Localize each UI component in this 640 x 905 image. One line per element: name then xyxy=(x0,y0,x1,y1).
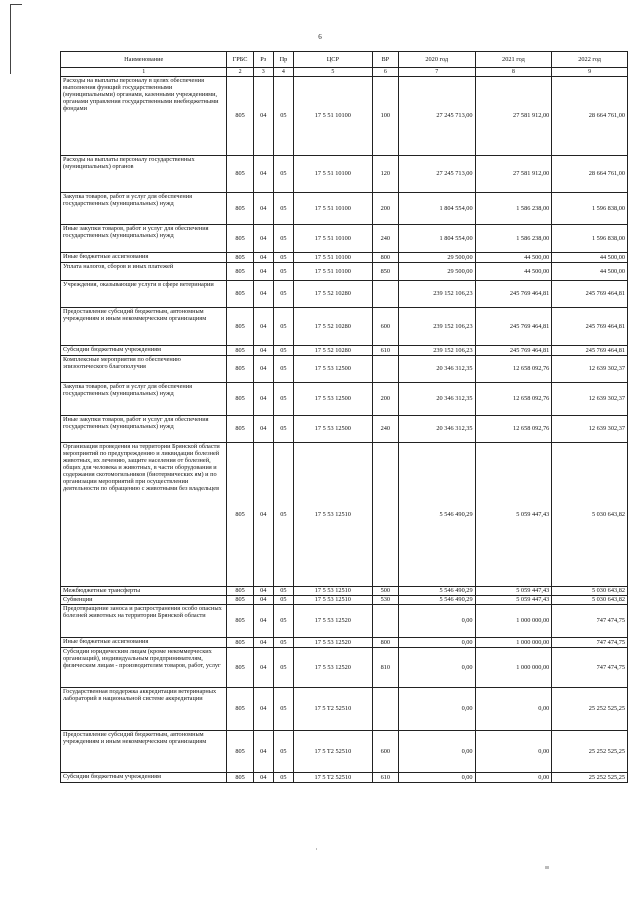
cell-pr: 05 xyxy=(273,731,293,773)
cell-y2020: 0,00 xyxy=(398,688,475,731)
cell-csr: 17 5 52 10280 xyxy=(294,346,373,356)
cell-y2021: 27 581 912,00 xyxy=(475,156,552,193)
table-row xyxy=(61,638,628,648)
cell-name: Межбюджетные трансферты xyxy=(61,587,227,596)
cell-rz: 04 xyxy=(253,587,273,596)
cell-pr: 05 xyxy=(273,253,293,263)
cell-csr: 17 5 51 10100 xyxy=(294,253,373,263)
cell-y2020: 1 804 554,00 xyxy=(398,193,475,225)
cell-name: Субсидии бюджетным учреждениям xyxy=(61,773,227,783)
cell-name: Иные бюджетные ассигнования xyxy=(61,638,227,648)
cell-y2021: 44 500,00 xyxy=(475,263,552,281)
cell-y2020: 5 546 490,29 xyxy=(398,587,475,596)
column-number: 9 xyxy=(552,68,628,77)
cell-y2021: 0,00 xyxy=(475,773,552,783)
cell-csr: 17 5 53 12520 xyxy=(294,638,373,648)
cell-csr: 17 5 53 12510 xyxy=(294,587,373,596)
column-number: 6 xyxy=(372,68,398,77)
cell-csr: 17 5 53 12500 xyxy=(294,416,373,443)
cell-grbs: 805 xyxy=(227,731,253,773)
cell-vr xyxy=(372,443,398,587)
cell-rz: 04 xyxy=(253,688,273,731)
cell-grbs: 805 xyxy=(227,281,253,308)
cell-grbs: 805 xyxy=(227,346,253,356)
cell-rz: 04 xyxy=(253,281,273,308)
column-number: 5 xyxy=(294,68,373,77)
cell-y2021: 1 000 000,00 xyxy=(475,605,552,638)
cell-pr: 05 xyxy=(273,356,293,383)
cell-y2022: 28 664 761,00 xyxy=(552,77,628,156)
cell-y2020: 5 546 490,29 xyxy=(398,596,475,605)
cell-y2022: 245 769 464,81 xyxy=(552,308,628,346)
table-row xyxy=(61,773,628,783)
column-number: 8 xyxy=(475,68,552,77)
cell-y2021: 1 586 238,00 xyxy=(475,193,552,225)
cell-grbs: 805 xyxy=(227,308,253,346)
cell-y2021: 1 000 000,00 xyxy=(475,648,552,688)
cell-grbs: 805 xyxy=(227,156,253,193)
cell-csr: 17 5 52 10280 xyxy=(294,281,373,308)
cell-name: Уплата налогов, сборов и иных платежей xyxy=(61,263,227,281)
cell-y2022: 25 252 525,25 xyxy=(552,773,628,783)
cell-pr: 05 xyxy=(273,596,293,605)
cell-y2022: 245 769 464,81 xyxy=(552,346,628,356)
cell-csr: 17 5 53 12510 xyxy=(294,443,373,587)
cell-pr: 05 xyxy=(273,225,293,253)
cell-rz: 04 xyxy=(253,638,273,648)
cell-y2022: 245 769 464,81 xyxy=(552,281,628,308)
cell-y2021: 44 500,00 xyxy=(475,253,552,263)
cell-y2020: 27 245 713,00 xyxy=(398,156,475,193)
cell-pr: 05 xyxy=(273,383,293,416)
column-number: 7 xyxy=(398,68,475,77)
table-row xyxy=(61,253,628,263)
cell-vr xyxy=(372,688,398,731)
table-row xyxy=(61,193,628,225)
cell-vr: 850 xyxy=(372,263,398,281)
cell-vr: 100 xyxy=(372,77,398,156)
cell-y2021: 1 000 000,00 xyxy=(475,638,552,648)
cell-y2021: 245 769 464,81 xyxy=(475,281,552,308)
cell-csr: 17 5 51 10100 xyxy=(294,263,373,281)
cell-rz: 04 xyxy=(253,416,273,443)
cell-vr: 240 xyxy=(372,416,398,443)
cell-rz: 04 xyxy=(253,731,273,773)
cell-y2022: 25 252 525,25 xyxy=(552,688,628,731)
cell-grbs: 805 xyxy=(227,225,253,253)
cell-vr: 600 xyxy=(372,731,398,773)
cell-pr: 05 xyxy=(273,688,293,731)
cell-pr: 05 xyxy=(273,648,293,688)
header-csr: ЦСР xyxy=(294,52,373,68)
cell-grbs: 805 xyxy=(227,263,253,281)
table-row xyxy=(61,688,628,731)
cell-y2022: 28 664 761,00 xyxy=(552,156,628,193)
cell-y2020: 20 346 312,35 xyxy=(398,416,475,443)
table-row xyxy=(61,356,628,383)
cell-pr: 05 xyxy=(273,77,293,156)
cell-y2022: 1 596 838,00 xyxy=(552,193,628,225)
cell-rz: 04 xyxy=(253,308,273,346)
cell-y2020: 20 346 312,35 xyxy=(398,356,475,383)
cell-name: Иные бюджетные ассигнования xyxy=(61,253,227,263)
cell-rz: 04 xyxy=(253,443,273,587)
table-row xyxy=(61,225,628,253)
cell-y2021: 245 769 464,81 xyxy=(475,346,552,356)
cell-y2022: 44 500,00 xyxy=(552,263,628,281)
cell-grbs: 805 xyxy=(227,587,253,596)
header-pr: Пр xyxy=(273,52,293,68)
cell-rz: 04 xyxy=(253,346,273,356)
cell-name: Организация проведения на территории Брянской области мероприятий по предупреждению и ликвидации болезней животных, их лечению, защите населения от болезней, общих для человека и животных, в части оборудования и содержания скотомогильников (биотермических ям) и по организации мероприятий при осуществлении деятельности по обращению с животными без владельцев xyxy=(61,443,227,587)
cell-csr: 17 5 T2 52510 xyxy=(294,688,373,731)
cell-y2022: 5 030 643,82 xyxy=(552,587,628,596)
cell-y2021: 1 586 238,00 xyxy=(475,225,552,253)
table-row xyxy=(61,596,628,605)
cell-rz: 04 xyxy=(253,225,273,253)
cell-rz: 04 xyxy=(253,356,273,383)
scan-smudge xyxy=(545,866,549,869)
table-row xyxy=(61,156,628,193)
cell-y2020: 0,00 xyxy=(398,638,475,648)
column-number: 1 xyxy=(61,68,227,77)
cell-y2020: 0,00 xyxy=(398,731,475,773)
cell-pr: 05 xyxy=(273,308,293,346)
cell-name: Учреждения, оказывающие услуги в сфере ветеринарии xyxy=(61,281,227,308)
cell-rz: 04 xyxy=(253,253,273,263)
cell-name: Предотвращение заноса и распространения особо опасных болезней животных на территории Брянской области xyxy=(61,605,227,638)
cell-csr: 17 5 53 12520 xyxy=(294,648,373,688)
cell-rz: 04 xyxy=(253,648,273,688)
table-row xyxy=(61,605,628,638)
cell-grbs: 805 xyxy=(227,773,253,783)
cell-y2021: 12 658 092,76 xyxy=(475,416,552,443)
cell-name: Закупка товаров, работ и услуг для обеспечения государственных (муниципальных) нужд xyxy=(61,383,227,416)
cell-name: Закупка товаров, работ и услуг для обеспечения государственных (муниципальных) нужд xyxy=(61,193,227,225)
cell-pr: 05 xyxy=(273,416,293,443)
column-number: 2 xyxy=(227,68,253,77)
cell-csr: 17 5 53 12500 xyxy=(294,356,373,383)
cell-pr: 05 xyxy=(273,443,293,587)
table-row xyxy=(61,281,628,308)
table-row xyxy=(61,383,628,416)
cell-y2022: 5 030 643,82 xyxy=(552,443,628,587)
cell-grbs: 805 xyxy=(227,596,253,605)
header-grbs: ГРБС xyxy=(227,52,253,68)
cell-vr: 120 xyxy=(372,156,398,193)
cell-y2021: 12 658 092,76 xyxy=(475,383,552,416)
cell-grbs: 805 xyxy=(227,383,253,416)
cell-y2020: 0,00 xyxy=(398,648,475,688)
column-number-row xyxy=(61,68,628,77)
cell-name: Субвенции xyxy=(61,596,227,605)
cell-grbs: 805 xyxy=(227,688,253,731)
cell-grbs: 805 xyxy=(227,193,253,225)
cell-csr: 17 5 51 10100 xyxy=(294,193,373,225)
cell-y2022: 12 639 302,37 xyxy=(552,356,628,383)
cell-pr: 05 xyxy=(273,605,293,638)
cell-vr: 500 xyxy=(372,587,398,596)
cell-y2021: 245 769 464,81 xyxy=(475,308,552,346)
cell-pr: 05 xyxy=(273,156,293,193)
table-row xyxy=(61,587,628,596)
cell-y2022: 747 474,75 xyxy=(552,605,628,638)
cell-y2020: 239 152 106,23 xyxy=(398,346,475,356)
cell-rz: 04 xyxy=(253,605,273,638)
cell-y2022: 1 596 838,00 xyxy=(552,225,628,253)
cell-vr: 800 xyxy=(372,638,398,648)
cell-y2020: 27 245 713,00 xyxy=(398,77,475,156)
cell-y2021: 12 658 092,76 xyxy=(475,356,552,383)
scan-smudge xyxy=(316,848,317,850)
cell-csr: 17 5 53 12510 xyxy=(294,596,373,605)
header-rz: Рз xyxy=(253,52,273,68)
cell-y2020: 239 152 106,23 xyxy=(398,308,475,346)
budget-table xyxy=(60,51,628,783)
cell-grbs: 805 xyxy=(227,77,253,156)
cell-pr: 05 xyxy=(273,263,293,281)
cell-rz: 04 xyxy=(253,77,273,156)
cell-y2022: 12 639 302,37 xyxy=(552,383,628,416)
cell-vr: 800 xyxy=(372,253,398,263)
cell-vr: 200 xyxy=(372,383,398,416)
cell-csr: 17 5 52 10280 xyxy=(294,308,373,346)
cell-y2022: 44 500,00 xyxy=(552,253,628,263)
cell-y2020: 1 804 554,00 xyxy=(398,225,475,253)
cell-name: Комплексные мероприятия по обеспечению эпизоотического благополучия xyxy=(61,356,227,383)
table-row xyxy=(61,77,628,156)
cell-y2022: 747 474,75 xyxy=(552,638,628,648)
cell-grbs: 805 xyxy=(227,443,253,587)
header-row xyxy=(61,52,628,68)
cell-vr: 810 xyxy=(372,648,398,688)
cell-y2020: 20 346 312,35 xyxy=(398,383,475,416)
cell-name: Расходы на выплаты персоналу в целях обеспечения выполнения функций государственными (муниципальными) органами, казенными учреждениями, органами управления государственными внебюджетными фондами xyxy=(61,77,227,156)
cell-pr: 05 xyxy=(273,193,293,225)
cell-vr xyxy=(372,605,398,638)
cell-name: Государственная поддержка аккредитации ветеринарных лабораторий в национальной системе аккредитации xyxy=(61,688,227,731)
cell-rz: 04 xyxy=(253,596,273,605)
cell-csr: 17 5 51 10100 xyxy=(294,77,373,156)
cell-grbs: 805 xyxy=(227,253,253,263)
cell-vr: 240 xyxy=(372,225,398,253)
cell-y2021: 5 059 447,43 xyxy=(475,587,552,596)
cell-y2021: 5 059 447,43 xyxy=(475,596,552,605)
cell-grbs: 805 xyxy=(227,648,253,688)
cell-vr: 530 xyxy=(372,596,398,605)
cell-pr: 05 xyxy=(273,281,293,308)
cell-name: Предоставление субсидий бюджетным, автономным учреждениям и иным некоммерческим организациям xyxy=(61,731,227,773)
cell-vr: 200 xyxy=(372,193,398,225)
table-row xyxy=(61,308,628,346)
cell-csr: 17 5 51 10100 xyxy=(294,156,373,193)
cell-y2021: 27 581 912,00 xyxy=(475,77,552,156)
cell-grbs: 805 xyxy=(227,638,253,648)
cell-grbs: 805 xyxy=(227,605,253,638)
cell-rz: 04 xyxy=(253,383,273,416)
cell-y2021: 5 059 447,43 xyxy=(475,443,552,587)
cell-csr: 17 5 T2 52510 xyxy=(294,773,373,783)
cell-csr: 17 5 51 10100 xyxy=(294,225,373,253)
margin-tick xyxy=(10,4,22,5)
cell-vr: 610 xyxy=(372,346,398,356)
cell-pr: 05 xyxy=(273,638,293,648)
cell-csr: 17 5 T2 52510 xyxy=(294,731,373,773)
header-2022: 2022 год xyxy=(552,52,628,68)
table-row xyxy=(61,263,628,281)
cell-y2020: 239 152 106,23 xyxy=(398,281,475,308)
cell-y2021: 0,00 xyxy=(475,731,552,773)
table-row xyxy=(61,346,628,356)
cell-y2022: 747 474,75 xyxy=(552,648,628,688)
header-2021: 2021 год xyxy=(475,52,552,68)
table-row xyxy=(61,416,628,443)
cell-y2022: 25 252 525,25 xyxy=(552,731,628,773)
cell-vr xyxy=(372,356,398,383)
cell-pr: 05 xyxy=(273,587,293,596)
cell-grbs: 805 xyxy=(227,356,253,383)
cell-name: Субсидии бюджетным учреждениям xyxy=(61,346,227,356)
cell-csr: 17 5 53 12520 xyxy=(294,605,373,638)
cell-vr: 610 xyxy=(372,773,398,783)
cell-y2022: 5 030 643,82 xyxy=(552,596,628,605)
cell-rz: 04 xyxy=(253,193,273,225)
header-2020: 2020 год xyxy=(398,52,475,68)
cell-y2020: 5 546 490,29 xyxy=(398,443,475,587)
cell-y2021: 0,00 xyxy=(475,688,552,731)
cell-grbs: 805 xyxy=(227,416,253,443)
cell-y2020: 29 500,00 xyxy=(398,263,475,281)
cell-y2020: 29 500,00 xyxy=(398,253,475,263)
cell-name: Предоставление субсидий бюджетным, автономным учреждениям и иным некоммерческим организациям xyxy=(61,308,227,346)
cell-csr: 17 5 53 12500 xyxy=(294,383,373,416)
cell-pr: 05 xyxy=(273,346,293,356)
cell-pr: 05 xyxy=(273,773,293,783)
cell-rz: 04 xyxy=(253,263,273,281)
cell-y2020: 0,00 xyxy=(398,773,475,783)
cell-name: Иные закупки товаров, работ и услуг для обеспечения государственных (муниципальных) нужд xyxy=(61,416,227,443)
cell-rz: 04 xyxy=(253,156,273,193)
column-number: 3 xyxy=(253,68,273,77)
column-number: 4 xyxy=(273,68,293,77)
table-row xyxy=(61,731,628,773)
header-name: Наименование xyxy=(61,52,227,68)
cell-y2020: 0,00 xyxy=(398,605,475,638)
page-number: 6 xyxy=(318,33,322,41)
cell-name: Иные закупки товаров, работ и услуг для обеспечения государственных (муниципальных) нужд xyxy=(61,225,227,253)
cell-name: Субсидии юридическим лицам (кроме некоммерческих организаций), индивидуальным предпринимателям, физическим лицам - производителям товаров, работ, услуг xyxy=(61,648,227,688)
cell-y2022: 12 639 302,37 xyxy=(552,416,628,443)
cell-name: Расходы на выплаты персоналу государственных (муниципальных) органов xyxy=(61,156,227,193)
cell-rz: 04 xyxy=(253,773,273,783)
table-row xyxy=(61,648,628,688)
cell-vr: 600 xyxy=(372,308,398,346)
table-row xyxy=(61,443,628,587)
cell-vr xyxy=(372,281,398,308)
header-vr: ВР xyxy=(372,52,398,68)
